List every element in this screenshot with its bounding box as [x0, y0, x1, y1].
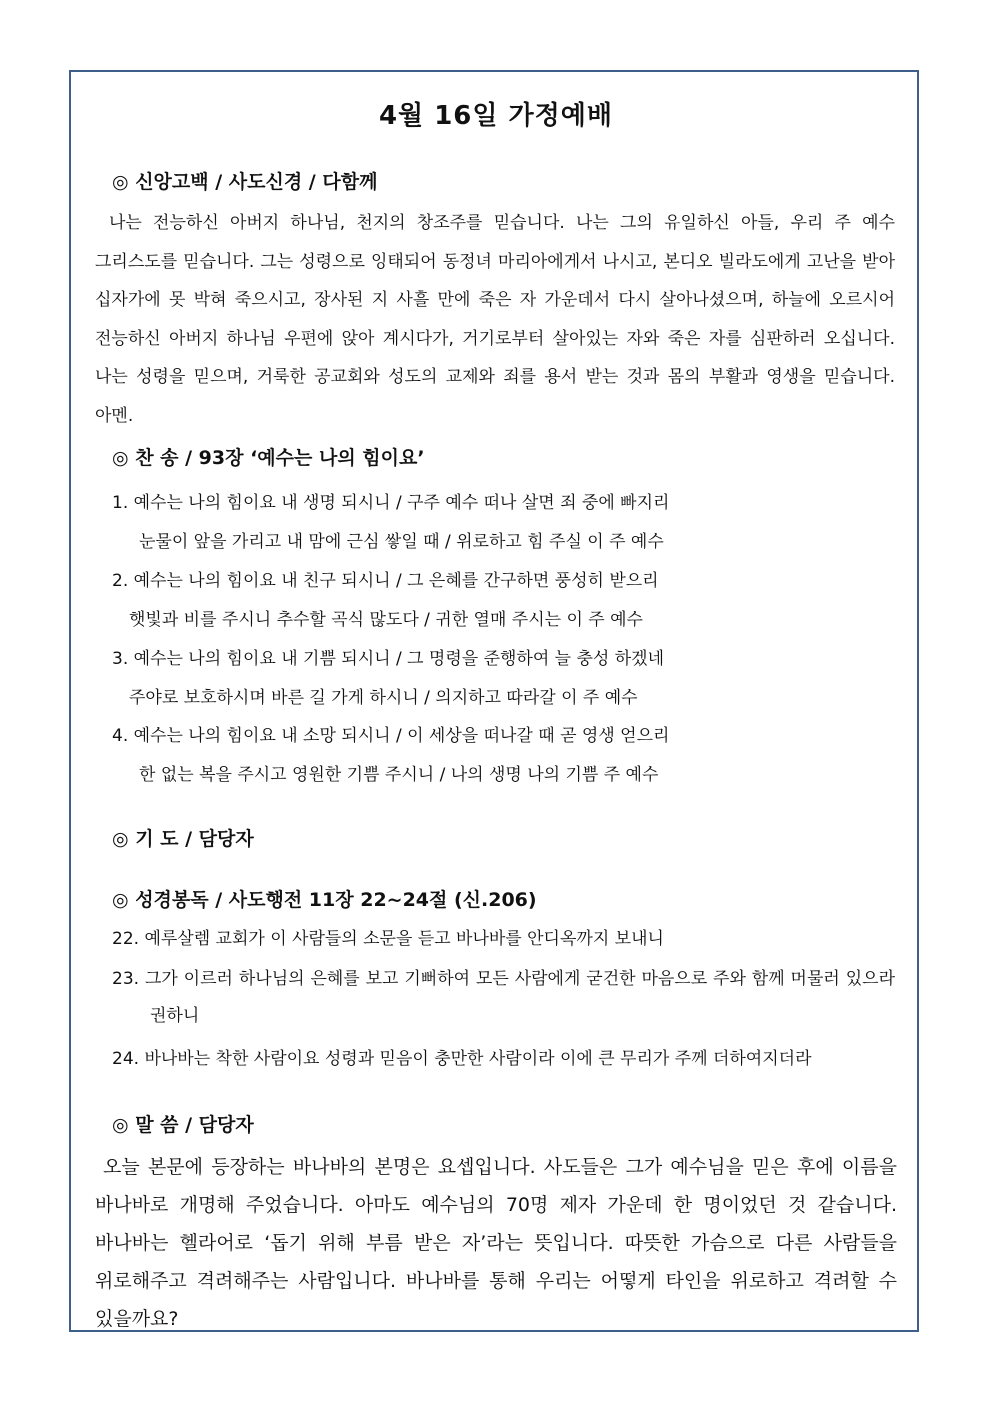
verse-22: 22. 예루살렘 교회가 이 사람들의 소문을 듣고 바나바를 안디옥까지 보내니 [112, 929, 664, 949]
verse-23: 23. 그가 이르러 하나님의 은혜를 보고 기뻐하여 모든 사람에게 굳건한 마음으로 주와 함께 머물러 있으라 권하니 [112, 969, 895, 1026]
sermon-text [95, 1148, 897, 1338]
sermon-body: 오늘 본문에 등장하는 바나바의 본명은 요셉입니다. 사도들은 그가 예수님을 믿은 후에 이름을 바나바로 개명해 주었습니다. 아마도 예수님의 70명 제자 가운데 한 명이었던 것 같습니다. 바나바는 헬라어로 ‘돕기 위해 부름 받은 자’라는 뜻입니다. 따뜻한 가슴으로 다른 사람들을 위로해주고 격려해주는 사람입니다. 바나바를 통해 우리는 어떻게 타인을 위로하고 격려할 수 있을까요? [95, 1156, 897, 1330]
sermon-heading: ◎ 말 씀 / 담당자 [112, 1114, 254, 1136]
hymn-line: 1. 예수는 나의 힘이요 내 생명 되시니 / 구주 예수 떠나 살면 죄 중에 빠지리 [112, 493, 670, 513]
hymn-line: 눈물이 앞을 가리고 내 맘에 근심 쌓일 때 / 위로하고 힘 주실 이 주 예수 [139, 532, 664, 552]
hymn-line: 2. 예수는 나의 힘이요 내 친구 되시니 / 그 은혜를 간구하면 풍성히 받으리 [112, 571, 659, 591]
prayer-heading: ◎ 기 도 / 담당자 [112, 828, 254, 850]
page-title: 4월 16일 가정예배 [378, 101, 614, 131]
hymn-line: 햇빛과 비를 주시니 추수할 곡식 많도다 / 귀한 열매 주시는 이 주 예수 [129, 610, 643, 630]
verse-24: 24. 바나바는 착한 사람이요 성령과 믿음이 충만한 사람이라 이에 큰 무리가 주께 더하여지더라 [112, 1049, 812, 1069]
creed-heading: ◎ 신앙고백 / 사도신경 / 다함께 [112, 171, 378, 193]
creed-body: 나는 전능하신 아버지 하나님, 천지의 창조주를 믿습니다. 나는 그의 유일하신 아들, 우리 주 예수 그리스도를 믿습니다. 그는 성령으로 잉태되어 동정녀 마리아에게서 나시고, 본디오 빌라도에게 고난을 받아 십자가에 못 박혀 죽으시고, 장사된 지 사흘 만에 죽은 자 가운데서 다시 살아나셨으며, 하늘에 오르시어 전능하신 아버지 하나님 우편에 앉아 계시다가, 거기로부터 살아있는 자와 죽은 자를 심판하러 오십니다. 나는 성령을 믿으며, 거룩한 공교회와 성도의 교제와 죄를 용서 받는 것과 몸의 부활과 영생을 믿습니다. 아멘. [95, 213, 895, 426]
hymn-line: 한 없는 복을 주시고 영원한 기쁨 주시니 / 나의 생명 나의 기쁨 주 예수 [139, 765, 659, 785]
creed-text [95, 204, 895, 435]
hymn-line: 주야로 보호하시며 바른 길 가게 하시니 / 의지하고 따라갈 이 주 예수 [129, 688, 638, 708]
reading-heading: ◎ 성경봉독 / 사도행전 11장 22~24절 (신.206) [112, 889, 537, 911]
hymn-line: 4. 예수는 나의 힘이요 내 소망 되시니 / 이 세상을 떠나갈 때 곧 영생 얻으리 [112, 726, 670, 746]
hymn-heading: ◎ 찬 송 / 93장 ‘예수는 나의 힘이요’ [112, 447, 425, 469]
hymn-line: 3. 예수는 나의 힘이요 내 기쁨 되시니 / 그 명령을 준행하여 늘 충성 하겠네 [112, 649, 665, 669]
